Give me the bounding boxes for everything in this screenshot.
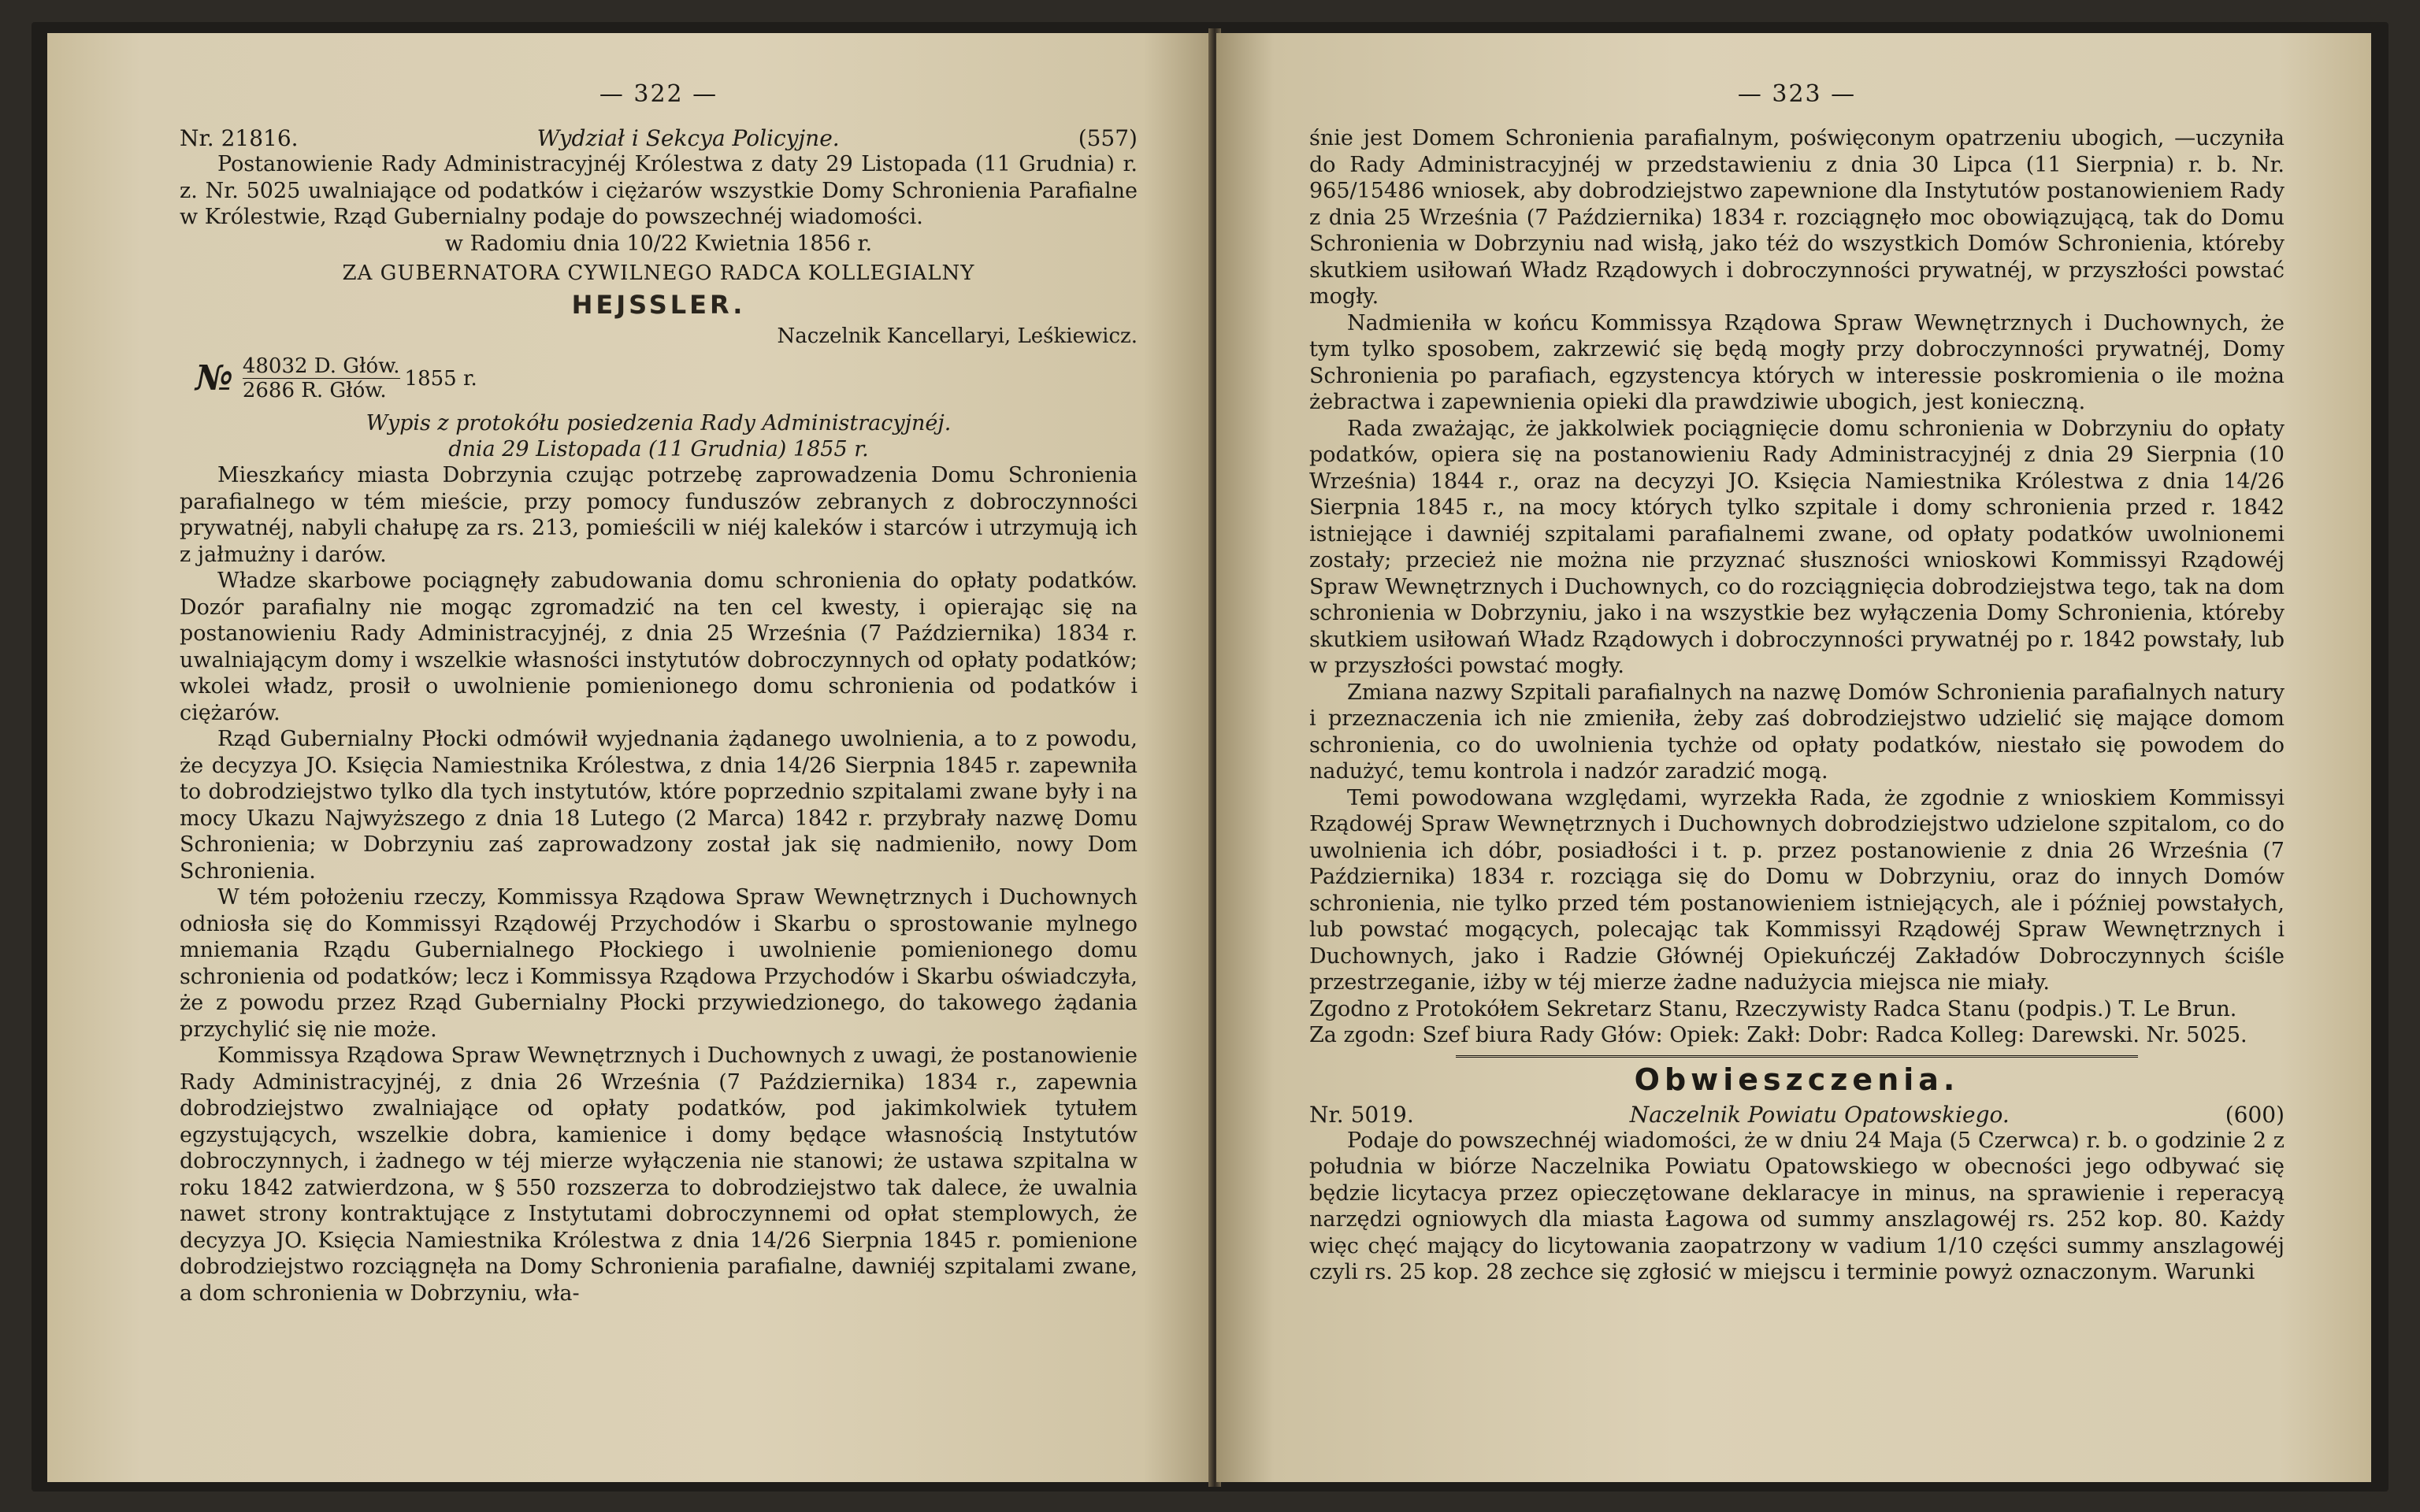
body-paragraph: Temi powodowana względami, wyrzekła Rada, że zgodnie z wnioskiem Kommissyi Rządowéj Spraw Wewnętrznych i Duchownych dobrodziejstwo udzielone szpitalom, co do uwolnienia ich dóbr, posiadłości i t. p. przez postanowienie z dnia 26 Września (7 Października) 1834 r. rozciąga się do Domu w Dobrzyniu, oraz do innych Domów schronienia, nie tylko przed tém postanowieniem istniejących, ale i później powstałych, lub powstać mogących, polecając tak Kommissyi Rządowéj Spraw Wewnętrznych i Duchownych, jako i Radzie Głównéj Opiekuńczéj Zakładów Dobroczynnych ściśle przestrzeganie, iżby w téj mierze żadne nadużycia miejsca nie miały. — [1309, 785, 2285, 995]
attestation-line: Zgodno z Protokółem Sekretarz Stanu, Rzeczywisty Radca Stanu (podpis.) T. Le Brun. — [1309, 996, 2237, 1021]
intro-paragraph: Postanowienie Rady Administracyjnéj Królestwa z daty 29 Listopada (11 Grudnia) r. z. Nr. 5025 uwalniające od podatków i ciężarów wszystkie Domy Schronienia Parafialne w Królestwie, Rząd Gubernialny podaje do powszechnéj wiadomości. — [180, 152, 1138, 229]
attestation-line: Za zgodn: Szef biura Rady Głów: Opiek: Zakł: Dobr: Radca Kolleg: Darewski. Nr. 5025. — [1309, 1023, 2247, 1047]
body-paragraph: śnie jest Domem Schronienia parafialnym, poświęconym opatrzeniu ubogich, —uczyniła do Rady Administracyjnéj w przedstawieniu z dnia 30 Lipca (11 Sierpnia) r. b. Nr. 965/15486 wniosek, aby dobrodziejstwo zapewnione dla Instytutów postanowieniem Rady z dnia 25 Września (7 Października) 1834 r. rozciągnęło moc obowiązującą, tak do Domu Schronienia w Dobrzyniu nad wisłą, jako téż do wszystkich Domów Schronienia, któreby skutkiem usiłowań Władz Rządowych i dobroczynności prywatnéj, w przyszłości powstać mogły. — [1309, 126, 2285, 309]
extract-date: dnia 29 Listopada (11 Grudnia) 1855 r. — [448, 437, 869, 461]
body-paragraph: Mieszkańcy miasta Dobrzynia czując potrzebę zaprowadzenia Domu Schronienia parafialnego w tém mieście, przy pomocy funduszów zebranych z dobroczynności prywatnéj, nabyli chałupę za rs. 213, pomieścili w niéj kaleków i starców i utrzymują ich z jałmużny i darów. — [180, 463, 1138, 567]
body-paragraph: Kommissya Rządowa Spraw Wewnętrznych i Duchownych z uwagi, że postanowienie Rady Administracyjnéj, z dnia 26 Września (7 Października) 1834 r., zapewnia dobrodziejstwo zwalniające od opłaty podatków, pod jakimkolwiek tytułem egzystujących, wszelkie dobra, kamienice i domy będące własnością Instytutów dobroczynnych, i żadnego w téj mierze wyłączenia nie stanowi; że ustawa szpitalna w roku 1842 zatwierdzona, w § 550 rozszerza to dobrodziejstwo tak dalece, że uwalnia nawet strony kontraktujące z Instytutami dobroczynnemi od opłat stemplowych, że decyzya JO. Księcia Namiestnika Królestwa z dnia 14/26 Sierpnia 1845 r. pomienione dobrodziejstwo rozciągnęła na Domy Schronienia parafialne, dawniéj szpitalami zwane, a dom schronienia w Dobrzyniu, wła- — [180, 1043, 1138, 1306]
notice-ref: (557) — [1078, 125, 1138, 151]
reference-top: 48032 D. Głów. — [242, 354, 400, 378]
official-title: ZA GUBERNATORA CYWILNEGO RADCA KOLLEGIALNY — [342, 261, 975, 285]
left-page — [47, 33, 1213, 1482]
page-number: — 323 — — [1737, 80, 1857, 108]
office-line: Naczelnik Kancellaryi, Leśkiewicz. — [777, 324, 1138, 348]
body-paragraph: W tém położeniu rzeczy, Kommissya Rządowa Spraw Wewnętrznych i Duchownych odniosła się do Kommissyi Rządowéj Przychodów i Skarbu o sprostowanie mylnego mniemania Rządu Gubernialnego Płockiego i uwolnienie pomienionego domu schronienia od podatków; lecz i Kommissya Rządowa Przychodów i Skarbu oświadczyła, że z powodu przez Rząd Gubernialny Płocki przywiedzionego, do takowego żądania przychylić się nie może. — [180, 885, 1138, 1042]
section-divider — [1456, 1055, 2139, 1058]
body-paragraph: Władze skarbowe pociągnęły zabudowania domu schronienia do opłaty podatków. Dozór parafialny nie mogąc zgromadzić na ten cel kwesty, i opierając się na postanowieniu Rady Administracyjnéj, z dnia 25 Września (7 Października) 1834 r. uwalniającym domy i wszelkie własności instytutów dobroczynnych od opłaty podatków; wkolei władz, prosił o uwolnienie pomienionego domu schronienia od podatków i ciężarów. — [180, 569, 1138, 725]
numero-sign: № — [195, 358, 233, 398]
book-spread — [32, 22, 2388, 1492]
body-paragraph: Rada zważając, że jakkolwiek pociągnięcie domu schronienia w Dobrzyniu do opłaty podatków, opiera się na postanowieniu Rady Administracyjnéj z dnia 29 Sierpnia (10 Września) 1844 r., oraz na decyzyi JO. Księcia Namiestnika Królestwa z dnia 14/26 Sierpnia 1845 r., na mocy których tylko szpitale i domy schronienia przed r. 1842 istniejące i dawniéj szpitalami parafialnemi zwane, od opłaty podatków uwolnionemi zostały; przecież nie można nie przyznać słuszności wnioskowi Kommissyi Rządowéj Spraw Wewnętrznych i Duchownych, co do rozciągnięcia dobrodziejstwa tego, tak na dom schronienia w Dobrzyniu, jako i na wszystkie bez wyłączenia Domy Schronienia, któreby skutkiem usiłowań Władz Rządowych i dobroczynności prywatnéj po r. 1842 powstały, lub w przyszłości powstać mogły. — [1309, 416, 2285, 678]
reference-number-block — [195, 354, 1138, 402]
body-paragraph: Rząd Gubernialny Płocki odmówił wyjednania żądanego uwolnienia, a to z powodu, że decyzya JO. Księcia Namiestnika Królestwa, z dnia 14/26 Sierpnia 1845 r. zapewniła to dobrodziejstwo tylko dla tych instytutów, które poprzednio szpitalami zwane były i na mocy Ukazu Najwyższego z dnia 18 Lutego (2 Marca) 1842 r. przybrały nazwę Domu Schronienia; w Dobrzyniu zaś zaprowadzony został jak się nadmieniło, nowy Dom Schronienia. — [180, 727, 1138, 884]
department-name: Naczelnik Powiatu Opatowskiego. — [1629, 1101, 2010, 1128]
notice-paragraph: Podaje do powszechnéj wiadomości, że w dniu 24 Maja (5 Czerwca) r. b. o godzinie 2 z południa w biórze Naczelnika Powiatu Opatowskiego w obecności jego odbywać się będzie licytacya przez opieczętowane deklaracye in minus, na sprawienie i reperacyą narzędzi ogniowych dla miasta Łagowa od summy anszlagowéj rs. 252 kop. 80. Każdy więc chęć mający do licytowania zaopatrzony w vadium 1/10 części summy anszlagowéj czyli rs. 25 kop. 28 zechce się zgłosić w miejscu i terminie powyż oznaczonym. Warunki — [1309, 1128, 2285, 1284]
notice-number: Nr. 21816. — [180, 125, 299, 151]
notice-header — [180, 125, 1138, 151]
notice-ref: (600) — [2225, 1101, 2285, 1128]
department-name: Wydział i Sekcya Policyjne. — [536, 125, 840, 151]
place-date: w Radomiu dnia 10/22 Kwietnia 1856 r. — [444, 231, 873, 256]
reference-year: 1855 r. — [404, 366, 477, 391]
reference-bottom: 2686 R. Głów. — [242, 379, 387, 402]
body-paragraph: Zmiana nazwy Szpitali parafialnych na nazwę Domów Schronienia parafialnych natury i przeznaczenia ich nie zmieniła, żeby zaś dobrodziejstwo udzielić się mające domom schronienia, co do uwolnienia tychże od opłaty podatków, niestało się powodem do nadużyć, temu kontrola i nadzór zaradzić mogą. — [1309, 680, 2285, 784]
extract-title: Wypis z protokółu posiedzenia Rady Administracyjnéj. — [366, 411, 952, 435]
notice-header — [1309, 1102, 2285, 1128]
signature: HEJSSLER. — [571, 290, 746, 320]
page-number: — 322 — — [599, 80, 718, 108]
right-page — [1216, 33, 2371, 1482]
body-paragraph: Nadmieniła w końcu Kommissya Rządowa Spraw Wewnętrznych i Duchownych, że tym tylko sposobem, zakrzewić się będą mogły przy dobroczynności prywatnéj, Domy Schronienia po parafiach, egzystencya których w interessie poskromienia o ile można żebractwa i zapewnienia opieki dla prawdziwie ubogich, jest konieczną. — [1309, 310, 2285, 414]
section-heading: Obwieszczenia. — [1634, 1062, 1960, 1097]
notice-number: Nr. 5019. — [1309, 1101, 1414, 1128]
reference-fraction — [243, 354, 400, 402]
